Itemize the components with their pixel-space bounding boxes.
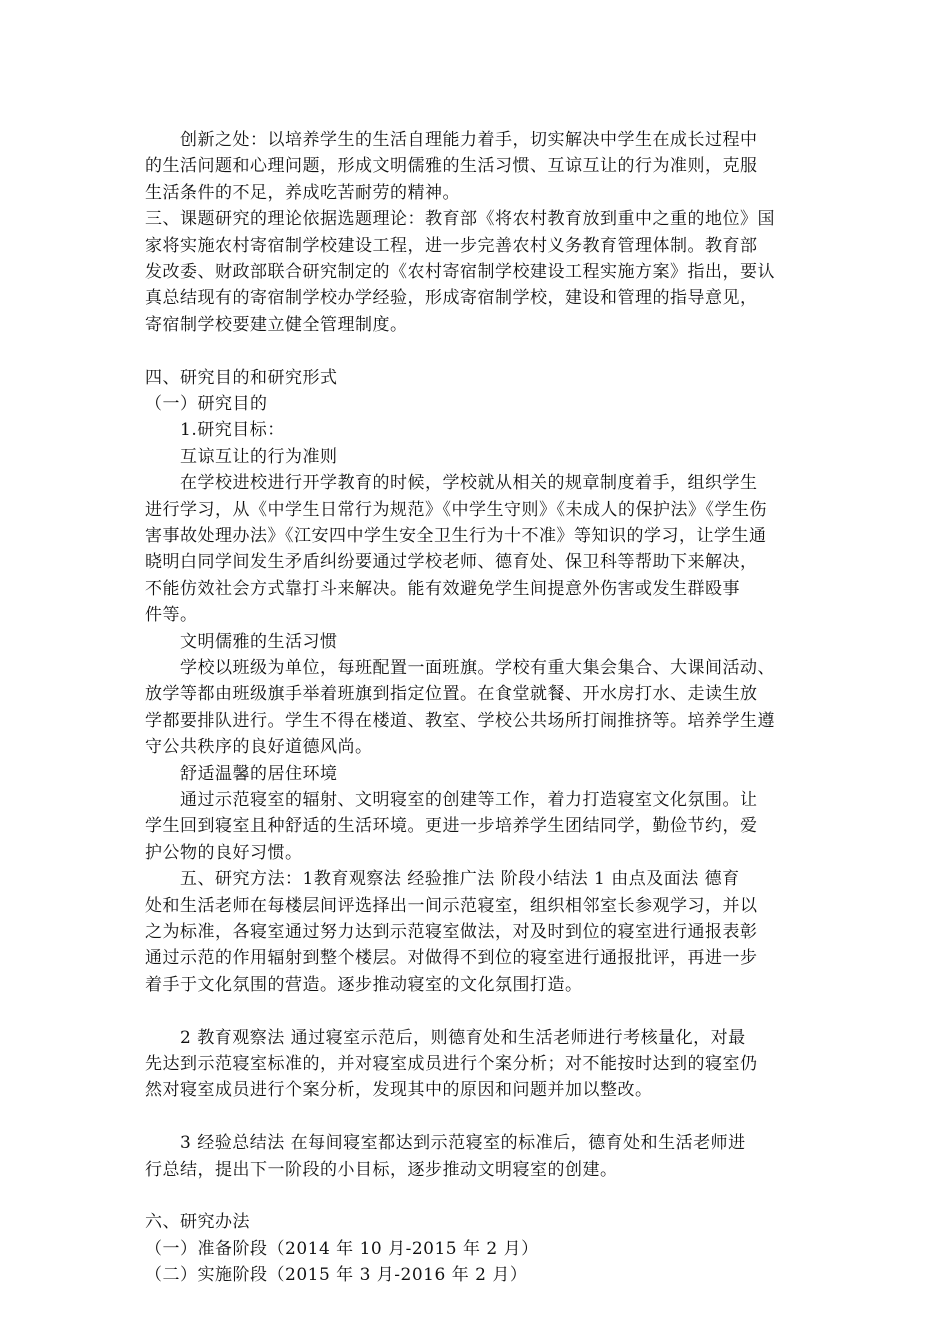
text-line: 晓明白同学间发生矛盾纠纷要通过学校老师、德育处、保卫科等帮助下来解决， [145,552,758,573]
text-line: 寄宿制学校要建立健全管理制度。 [145,314,408,335]
text-line: 1.研究目标： [180,420,285,441]
text-line: 发改委、财政部联合研究制定的《农村寄宿制学校建设工程实施方案》指出，要认 [145,262,775,282]
text-line: 四、研究目的和研究形式 [145,367,338,388]
text-line: 3 经验总结法 在每间寝室都达到示范寝室的标准后，德育处和生活老师进 [180,1133,746,1154]
text-line: 之为标准，各寝室通过努力达到示范寝室做法，对及时到位的寝室进行通报表彰 [145,922,758,942]
text-line: 真总结现有的寄宿制学校办学经验，形成寄宿制学校，建设和管理的指导意见， [145,288,758,309]
text-line: 通过示范的作用辐射到整个楼层。对做得不到位的寝室进行通报批评，再进一步 [145,948,758,969]
text-line: 然对寝室成员进行个案分析，发现其中的原因和问题并加以整改。 [145,1080,653,1101]
text-line: 五、研究方法：1教育观察法 经验推广法 阶段小结法 1 由点及面法 德育 [180,869,740,890]
text-line: 家将实施农村寄宿制学校建设工程，进一步完善农村义务教育管理体制。教育部 [145,235,758,256]
text-line: 学校以班级为单位，每班配置一面班旗。学校有重大集会集合、大课间活动、 [180,658,775,678]
text-line: 2 教育观察法 通过寝室示范后，则德育处和生活老师进行考核量化，对最 [180,1027,746,1048]
text-line: 生活条件的不足，养成吃苦耐劳的精神。 [145,182,460,203]
text-line: （一）准备阶段（2014 年 10 月-2015 年 2 月） [145,1238,539,1259]
text-line: 守公共秩序的良好道德风尚。 [145,737,373,758]
text-line: 先达到示范寝室标准的，并对寝室成员进行个案分析；对不能按时达到的寝室仍 [145,1054,758,1074]
text-line: （二）实施阶段（2015 年 3 月-2016 年 2 月） [145,1265,528,1286]
text-line: 六、研究办法 [145,1212,250,1233]
text-line: 害事故处理办法》《江安四中学生安全卫生行为十不准》等知识的学习，让学生通 [145,526,767,546]
text-line: 件等。 [145,605,198,626]
text-line: 的生活问题和心理问题，形成文明儒雅的生活习惯、互谅互让的行为准则，克服 [145,156,758,177]
text-line: 进行学习，从《中学生日常行为规范》《中学生守则》《未成人的保护法》《学生伤 [145,499,767,520]
text-line: 行总结，提出下一阶段的小目标，逐步推动文明寝室的创建。 [145,1159,618,1180]
text-line: 在学校进校进行开学教育的时候，学校就从相关的规章制度着手，组织学生 [180,473,758,494]
text-line: 不能仿效社会方式靠打斗来解决。能有效避免学生间提意外伤害或发生群殴事 [145,578,740,599]
text-line: 着手于文化氛围的营造。逐步推动寝室的文化氛围打造。 [145,974,583,995]
text-line: 通过示范寝室的辐射、文明寝室的创建等工作，着力打造寝室文化氛围。让 [180,790,758,810]
text-line: 创新之处：以培养学生的生活自理能力着手，切实解决中学生在成长过程中 [180,130,758,150]
text-line: 舒适温馨的居住环境 [180,763,338,784]
text-line: 文明儒雅的生活习惯 [180,631,338,652]
text-line: 学生回到寝室且种舒适的生活环境。更进一步培养学生团结同学，勤俭节约，爱 [145,816,758,837]
text-line: （一）研究目的 [145,394,268,414]
text-line: 处和生活老师在每楼层间评选择出一间示范寝室，组织相邻室长参观学习，并以 [145,895,758,916]
text-line: 放学等都由班级旗手举着班旗到指定位置。在食堂就餐、开水房打水、走读生放 [145,684,758,705]
text-line: 学都要排队进行。学生不得在楼道、教室、学校公共场所打闹推挤等。培养学生遵 [145,710,775,731]
text-line: 三、课题研究的理论依据选题理论：教育部《将农村教育放到重中之重的地位》国 [145,209,775,230]
text-line: 互谅互让的行为准则 [180,446,338,467]
text-line: 护公物的良好习惯。 [145,842,303,863]
